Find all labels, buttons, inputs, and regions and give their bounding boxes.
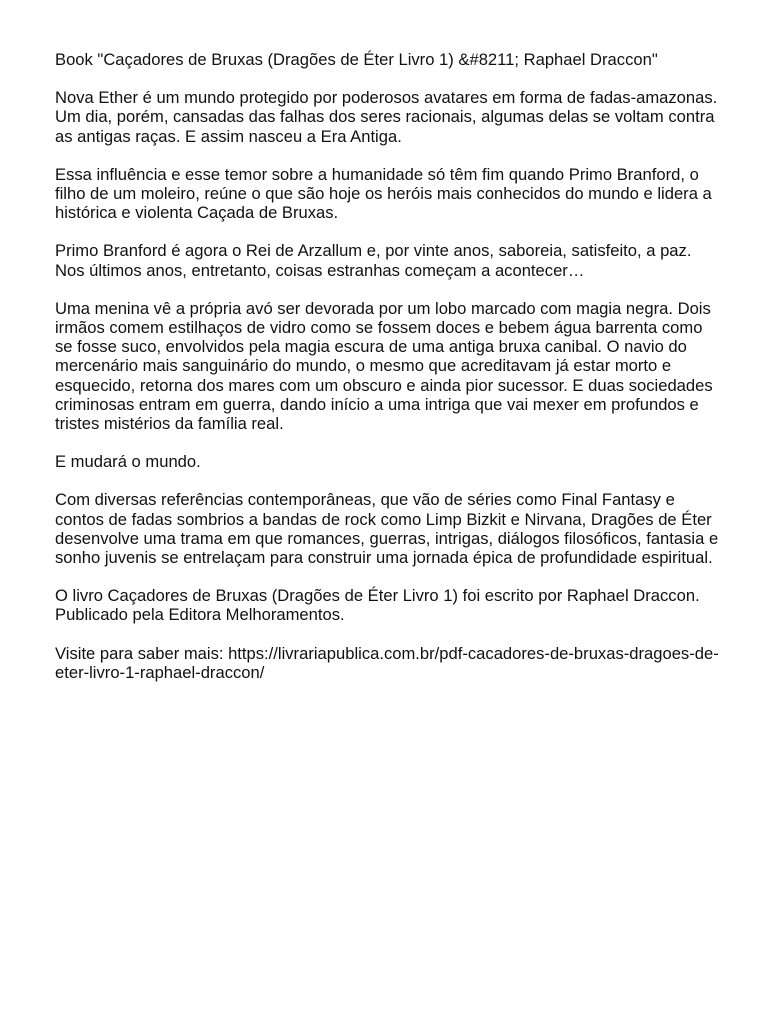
paragraph-5: E mudará o mundo. (55, 452, 201, 472)
paragraph-2: Essa influência e esse temor sobre a humanidade só têm fim quando Primo Branford, o filho de um moleiro, reúne o que são hoje os heróis mais conhecidos do mundo e lidera a histórica e violenta Caçada de Bruxas. (55, 164, 712, 223)
paragraph-6: Com diversas referências contemporâneas, que vão de séries como Final Fantasy e contos de fadas sombrios a bandas de rock como Limp Bizkit e Nirvana, Dragões de Éter desenvolve uma trama em que romances, guerras, intrigas, diálogos filosóficos, fantasia e sonho juvenis se entrelaçam para construir uma jornada épica de profundidade espiritual. (55, 490, 719, 568)
document-title: Book "Caçadores de Bruxas (Dragões de Éter Livro 1) &#8211; Raphael Draccon" (55, 50, 658, 69)
paragraph-3: Primo Branford é agora o Rei de Arzallum e, por vinte anos, saboreia, satisfeito, a paz. Nos últimos anos, entretanto, coisas estranhas começam a acontecer… (55, 241, 692, 280)
paragraph-1: Nova Ether é um mundo protegido por poderosos avatares em forma de fadas-amazonas. Um dia, porém, cansadas das falhas dos seres racionais, algumas delas se voltam contra as antigas raças. E assim nasceu a Era Antiga. (55, 88, 718, 146)
paragraph-7: O livro Caçadores de Bruxas (Dragões de Éter Livro 1) foi escrito por Raphael Draccon. Publicado pela Editora Melhoramentos. (55, 586, 700, 625)
document-page (55, 50, 720, 701)
visit-link-text[interactable]: Visite para saber mais: https://livrariapublica.com.br/pdf-cacadores-de-bruxas-dragoes-de-eter-livro-1-raphael-draccon/ (55, 643, 719, 682)
paragraph-4: Uma menina vê a própria avó ser devorada por um lobo marcado com magia negra. Dois irmãos comem estilhaços de vidro como se fossem doces e bebem água barrenta como se fosse suco, envolvidos pela magia escura de uma antiga bruxa canibal. O navio do mercenário mais sanguinário do mundo, o mesmo que acreditavam já estar morto e esquecido, retorna dos mares com um obscuro e ainda pior sucessor. E duas sociedades criminosas entram em guerra, dando início a uma intriga que vai mexer em profundos e tristes mistérios da família real. (55, 298, 713, 434)
